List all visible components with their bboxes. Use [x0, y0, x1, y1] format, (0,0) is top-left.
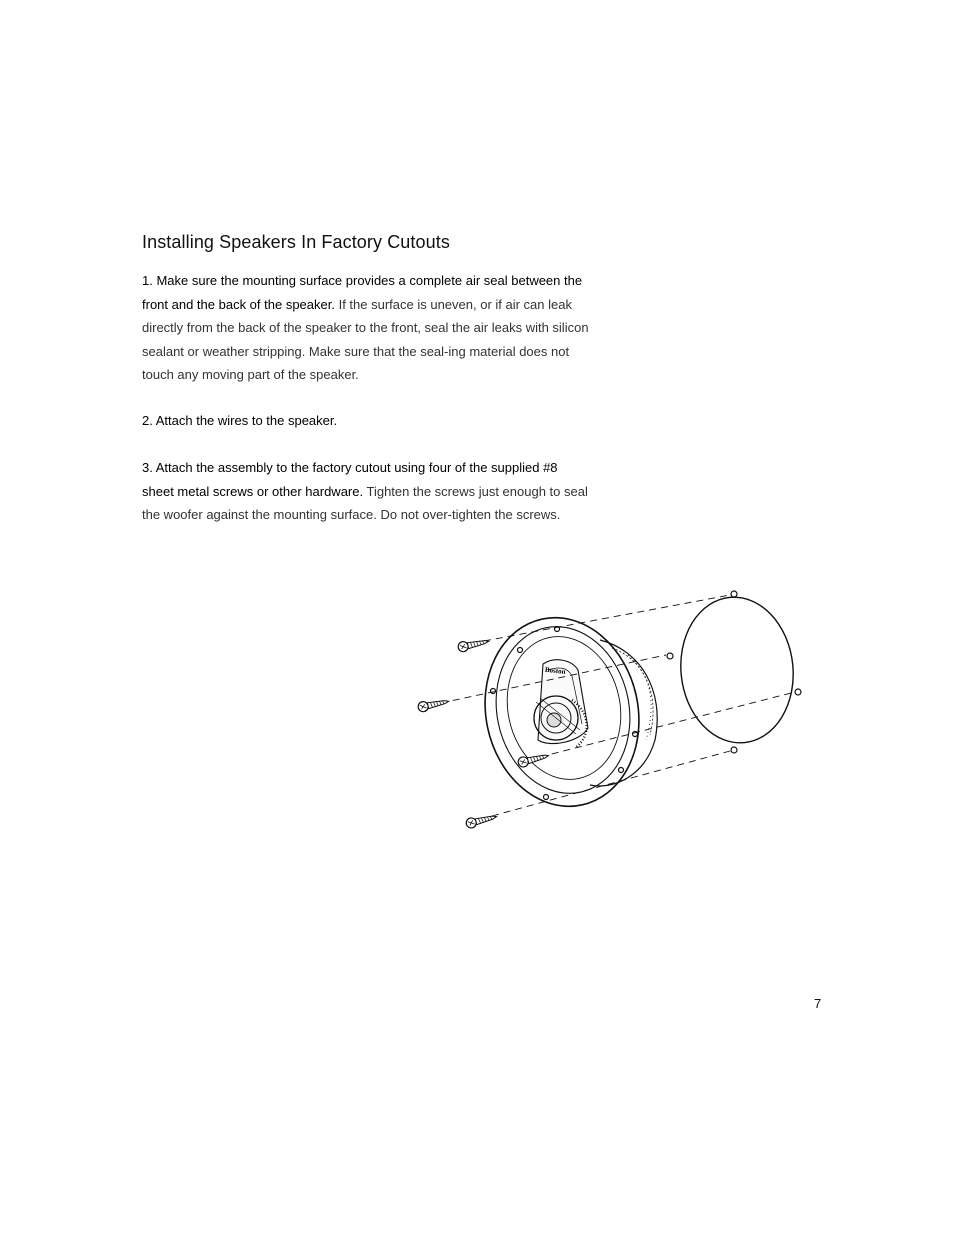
screw	[517, 751, 549, 768]
grille-hole	[667, 653, 673, 659]
alignment-line	[484, 595, 730, 641]
brand-label: Boston	[544, 665, 566, 676]
step-2-lead: 2. Attach the wires to the speaker.	[142, 413, 338, 428]
step-1-lead: 1. Make sure the mounting surface provides a complete air seal between the front and the back of the speaker.	[142, 273, 583, 312]
grille-hole	[731, 747, 737, 753]
grille-cover	[674, 592, 801, 749]
step-1-paragraph	[142, 269, 592, 387]
grille-hole	[795, 689, 801, 695]
frame-hole	[491, 689, 496, 694]
step-2-paragraph	[142, 409, 592, 433]
screw	[417, 696, 449, 712]
screw	[465, 812, 497, 829]
step-3-detail: Tighten the screws just enough to seal the woofer against the mounting surface. Do not over-tighten the screws.	[142, 483, 588, 522]
page-number: 7	[814, 996, 822, 1011]
speaker-installation-illustration	[410, 580, 810, 830]
frame-hole	[619, 768, 624, 773]
grille-hole	[731, 591, 737, 597]
page-heading: Installing Speakers In Factory Cutouts	[142, 232, 450, 252]
frame-hole	[518, 648, 523, 653]
step-1-detail: If the surface is uneven, or if air can leak directly from the back of the speaker to the front, seal the air leaks with silicon sealant or weather stripping. Make sure that the seal-ing material does not touch any moving part of the speaker.	[142, 296, 589, 382]
step-3-paragraph	[142, 456, 592, 527]
frame-hole	[544, 795, 549, 800]
step-3-lead: 3. Attach the assembly to the factory cutout using four of the supplied #8 sheet metal screws or other hardware.	[142, 460, 558, 499]
screw	[457, 636, 489, 652]
